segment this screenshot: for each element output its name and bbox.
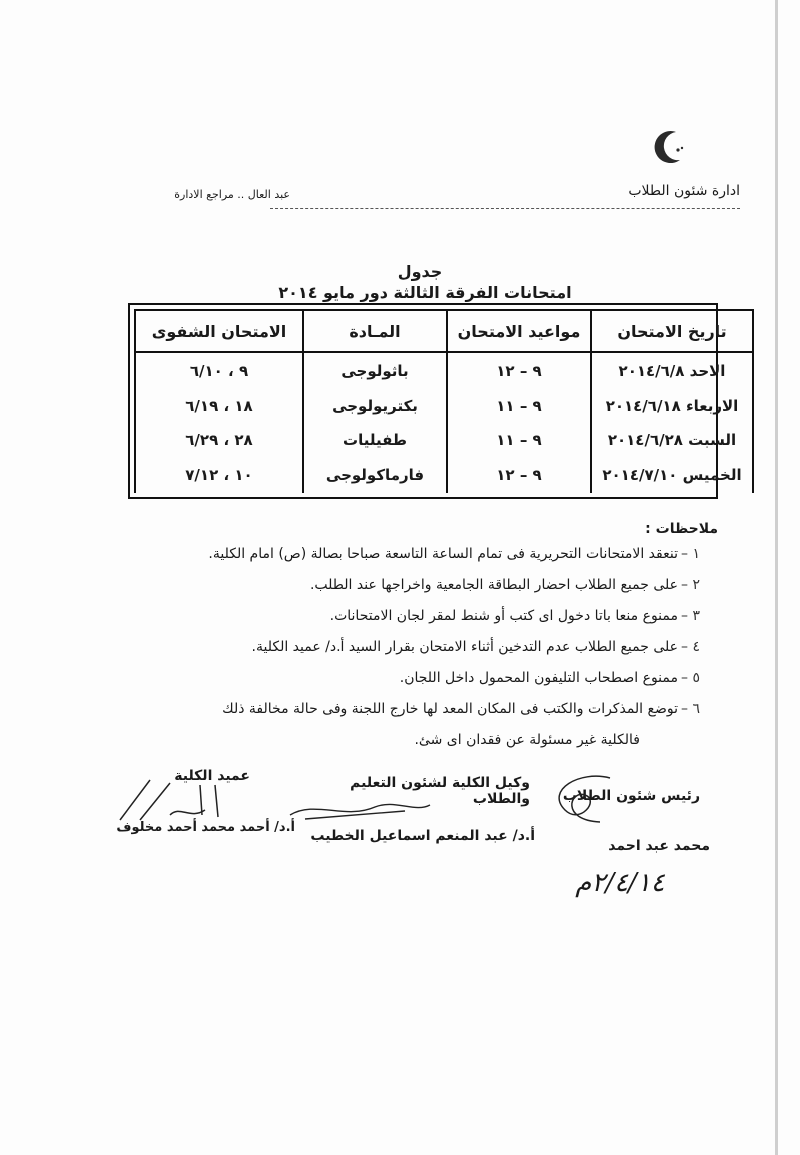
list-item: ٢ –على جميع الطلاب احضار البطاقة الجامعية واخراجها عند الطلب. <box>309 577 700 593</box>
signature-scribble-icon <box>540 770 630 830</box>
cell-date: الاربعاء ٢٠١٤/٦/١٨ <box>591 388 753 423</box>
list-item: ٤ –على جميع الطلاب عدم التدخين أثناء الامتحان بقرار السيد أ.د/ عميد الكلية. <box>251 639 700 655</box>
header-date: تاريخ الامتحان <box>591 310 753 352</box>
table-header-row <box>135 310 753 352</box>
table-row <box>135 388 753 423</box>
cell-subject: باثولوجى <box>303 352 447 388</box>
department-name: ادارة شئون الطلاب <box>628 183 740 199</box>
scan-edge <box>775 0 778 1155</box>
vice-dean-name: أ.د/ عبد المنعم اسماعيل الخطيب <box>310 828 535 844</box>
table-row <box>135 352 753 388</box>
cell-time: ٩ – ١١ <box>447 423 591 458</box>
header-divider <box>270 208 740 209</box>
cell-date: الاحد ٢٠١٤/٦/٨ <box>591 352 753 388</box>
header-oral: الامتحان الشفوى <box>135 310 303 352</box>
dean-title: عميد الكلية <box>174 768 250 784</box>
handwritten-date: ٢/٤/١٤م <box>575 868 665 898</box>
signature-scribble-icon <box>110 775 240 825</box>
cell-subject: طفيليات <box>303 423 447 458</box>
notes-heading: ملاحظات : <box>645 521 718 537</box>
dean-name: أ.د/ أحمد محمد أحمد مخلوف <box>116 820 295 835</box>
list-item: ٣ –ممنوع منعا باتا دخول اى كتب أو شنط لمقر لجان الامتحانات. <box>329 608 700 624</box>
exam-table <box>134 309 754 493</box>
table-row <box>135 423 753 458</box>
list-item: ٥ –ممنوع اصطحاب التليفون المحمول داخل اللجان. <box>399 670 700 686</box>
cell-date: الخميس ٢٠١٤/٧/١٠ <box>591 458 753 493</box>
cell-time: ٩ – ١١ <box>447 388 591 423</box>
list-item: ٦ –توضع المذكرات والكتب فى المكان المعد لها خارج اللجنة وفى حالة مخالفة ذلك <box>222 701 700 717</box>
cell-subject: بكتريولوجى <box>303 388 447 423</box>
students-head-name: محمد عبد احمد <box>608 838 710 854</box>
cell-date: السبت ٢٠١٤/٦/٢٨ <box>591 423 753 458</box>
cell-subject: فارماكولوجى <box>303 458 447 493</box>
exam-table-frame <box>128 303 742 499</box>
header-time: مواعيد الامتحان <box>447 310 591 352</box>
cell-oral: ٩ ، ٦/١٠ <box>135 352 303 388</box>
list-item: فالكلية غير مسئولة عن فقدان اى شئ. <box>414 732 640 748</box>
crescent-logo-icon <box>650 126 690 166</box>
cell-time: ٩ – ١٢ <box>447 352 591 388</box>
schedule-title: جدول <box>397 262 443 281</box>
students-head-title: رئيس شئون الطلاب <box>562 788 700 804</box>
signature-scribble-icon <box>285 795 435 825</box>
cell-time: ٩ – ١٢ <box>447 458 591 493</box>
table-row <box>135 458 753 493</box>
cell-oral: ١٠ ، ٧/١٢ <box>135 458 303 493</box>
schedule-subtitle: امتحانات الفرقة الثالثة دور مايو ٢٠١٤ <box>278 283 572 302</box>
cell-oral: ١٨ ، ٦/١٩ <box>135 388 303 423</box>
reviewer-line: عبد العال .. مراجع الادارة <box>174 188 290 201</box>
cell-oral: ٢٨ ، ٦/٢٩ <box>135 423 303 458</box>
vice-dean-title: وكيل الكلية لشئون التعليم والطلاب <box>350 775 530 807</box>
list-item: ١ –تنعقد الامتحانات التحريرية فى تمام الساعة التاسعة صباحا بصالة (ص) امام الكلية. <box>208 546 700 562</box>
notes-list <box>100 545 700 762</box>
header-subject: المـادة <box>303 310 447 352</box>
